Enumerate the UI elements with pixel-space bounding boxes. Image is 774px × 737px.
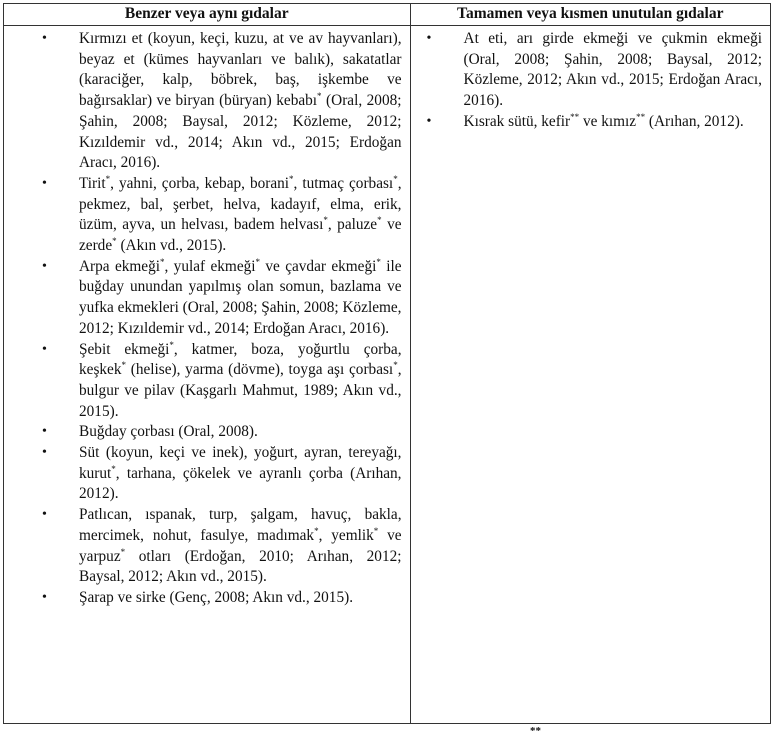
item-text: otları (Erdoğan, 2010; Arıhan, 2012; Baysal, 2012; Akın vd., 2015). (79, 547, 402, 586)
bullet-icon: • (42, 507, 47, 523)
item-text: Kısrak sütü, kefir (463, 112, 571, 130)
footnote-marker: * (323, 215, 328, 226)
footnote-marker: * (112, 236, 117, 247)
bullet-icon: • (42, 341, 47, 357)
bullet-icon: • (42, 445, 47, 461)
item-text: ve kımız (579, 112, 637, 130)
list-item (411, 112, 762, 133)
footnote-marker: * (111, 463, 116, 474)
forgotten-foods-list (411, 26, 770, 133)
footnote-marker: * (393, 360, 398, 371)
item-text: Şarap ve sirke (Genç, 2008; Akın vd., 2015). (79, 588, 354, 606)
bullet-icon: • (42, 589, 47, 605)
item-text: , yahni, çorba, kebap, borani (110, 174, 290, 192)
footnote-marker: * (255, 256, 261, 267)
forgotten-foods-cell (410, 26, 770, 724)
item-text: , yulaf ekmeği (164, 257, 256, 275)
item-text: ve çavdar ekmeği (260, 257, 377, 275)
footnote-marker: * (317, 91, 322, 102)
bullet-icon: • (426, 31, 432, 46)
item-text: Kırmızı et (koyun, keçi, kuzu, at ve av hayvanları), beyaz et (kümes hayvanları ve balık), sakatatlar (karaciğer, kalp, böbrek, baş, işkembe ve bağırsaklar) ve biryan (büryan) kebabı (79, 30, 402, 110)
item-text: Şebit ekmeği (79, 340, 170, 358)
item-text: , pekmez, bal, şerbet, helva, kadayıf, elma, erik, üzüm, ayva, un helvası, badem helvası (79, 174, 402, 234)
footnote-marker: * (393, 173, 398, 184)
item-text: , tutmaç çorbası (293, 174, 394, 192)
item-text: ile buğday unundan yapılmış olan somun, bazlama ve yufka ekmekleri (Oral, 2008; Şahin, 2008; Közleme, 2012; Kızıldemir vd., 2014; Erdoğan Aracı, 2016). (79, 257, 402, 337)
list-item (4, 588, 402, 609)
header-forgotten-foods: Tamamen veya kısmen unutulan gıdalar (410, 4, 770, 26)
list-item (4, 340, 402, 423)
list-item (4, 257, 402, 340)
list-item (4, 29, 402, 174)
footnote-marker: * (121, 360, 126, 371)
item-text: ve zerde (79, 216, 402, 255)
footnote-marker: * (159, 256, 165, 267)
item-text: At eti, arı girde ekmeği ve çukmin ekmeği (Oral, 2008; Şahin, 2008; Baysal, 2012; Közleme, 2012; Akın vd., 2015; Erdoğan Aracı, 2016). (463, 30, 762, 110)
bullet-icon: • (42, 258, 47, 274)
similar-foods-cell (4, 26, 411, 724)
item-text: Tirit (79, 174, 106, 192)
food-comparison-table (3, 3, 771, 724)
bullet-icon: • (42, 424, 47, 440)
footnote-marker: * (169, 339, 174, 350)
table-body-row (4, 26, 771, 724)
item-text: (helise), yarma (dövme), toyga aşı çorbası (125, 361, 394, 379)
item-text: Arpa ekmeği (79, 257, 160, 275)
bullet-icon: • (42, 31, 47, 46)
bullet-icon: • (426, 113, 432, 129)
item-text: (Akın vd., 2015). (116, 237, 227, 255)
item-text: (Oral, 2008; Şahin, 2008; Baysal, 2012; Közleme, 2012; Kızıldemir vd., 2014; Akın vd., 2015; Erdoğan Aracı, 2016). (79, 92, 402, 172)
table-header-row (4, 4, 771, 26)
item-text: Buğday çorbası (Oral, 2008). (79, 423, 258, 441)
footnote-marker: * (314, 525, 319, 536)
footnote-marker: * (377, 215, 382, 226)
item-text: Patlıcan, ıspanak, turp, şalgam, havuç, bakla, mercimek, nohut, fasulye, madımak (79, 506, 402, 544)
list-item (4, 174, 402, 257)
footnote-marker: * (289, 173, 294, 184)
item-text: ve yarpuz (79, 526, 402, 565)
item-text: , paluze (327, 216, 378, 234)
list-item (4, 505, 402, 588)
footnote-marker: * (120, 546, 126, 557)
list-item (4, 443, 402, 505)
list-item (4, 422, 402, 443)
footnote-marker: * (373, 525, 379, 536)
item-text: Süt (koyun, keçi ve inek), yoğurt, ayran, tereyağı, kurut (79, 444, 402, 482)
item-text: , yemlik (318, 526, 374, 544)
footnote-mark: ** (530, 725, 541, 737)
item-text: , katmer, boza, yoğurtlu çorba, keşkek (79, 340, 402, 379)
similar-foods-list (4, 26, 410, 609)
footnote-marker: ** (636, 111, 646, 122)
bullet-icon: • (42, 175, 47, 191)
item-text: (Arıhan, 2012). (645, 112, 744, 130)
header-similar-foods: Benzer veya aynı gıdalar (4, 4, 411, 26)
footnote-marker: * (105, 173, 111, 184)
item-text: , bulgur ve pilav (Kaşgarlı Mahmut, 1989; Akın vd., 2015). (79, 361, 402, 420)
footnote-marker: ** (570, 111, 580, 122)
footnote-marker: * (376, 256, 381, 267)
item-text: , tarhana, çökelek ve ayranlı çorba (Arıhan, 2012). (79, 464, 402, 503)
list-item (411, 29, 762, 112)
